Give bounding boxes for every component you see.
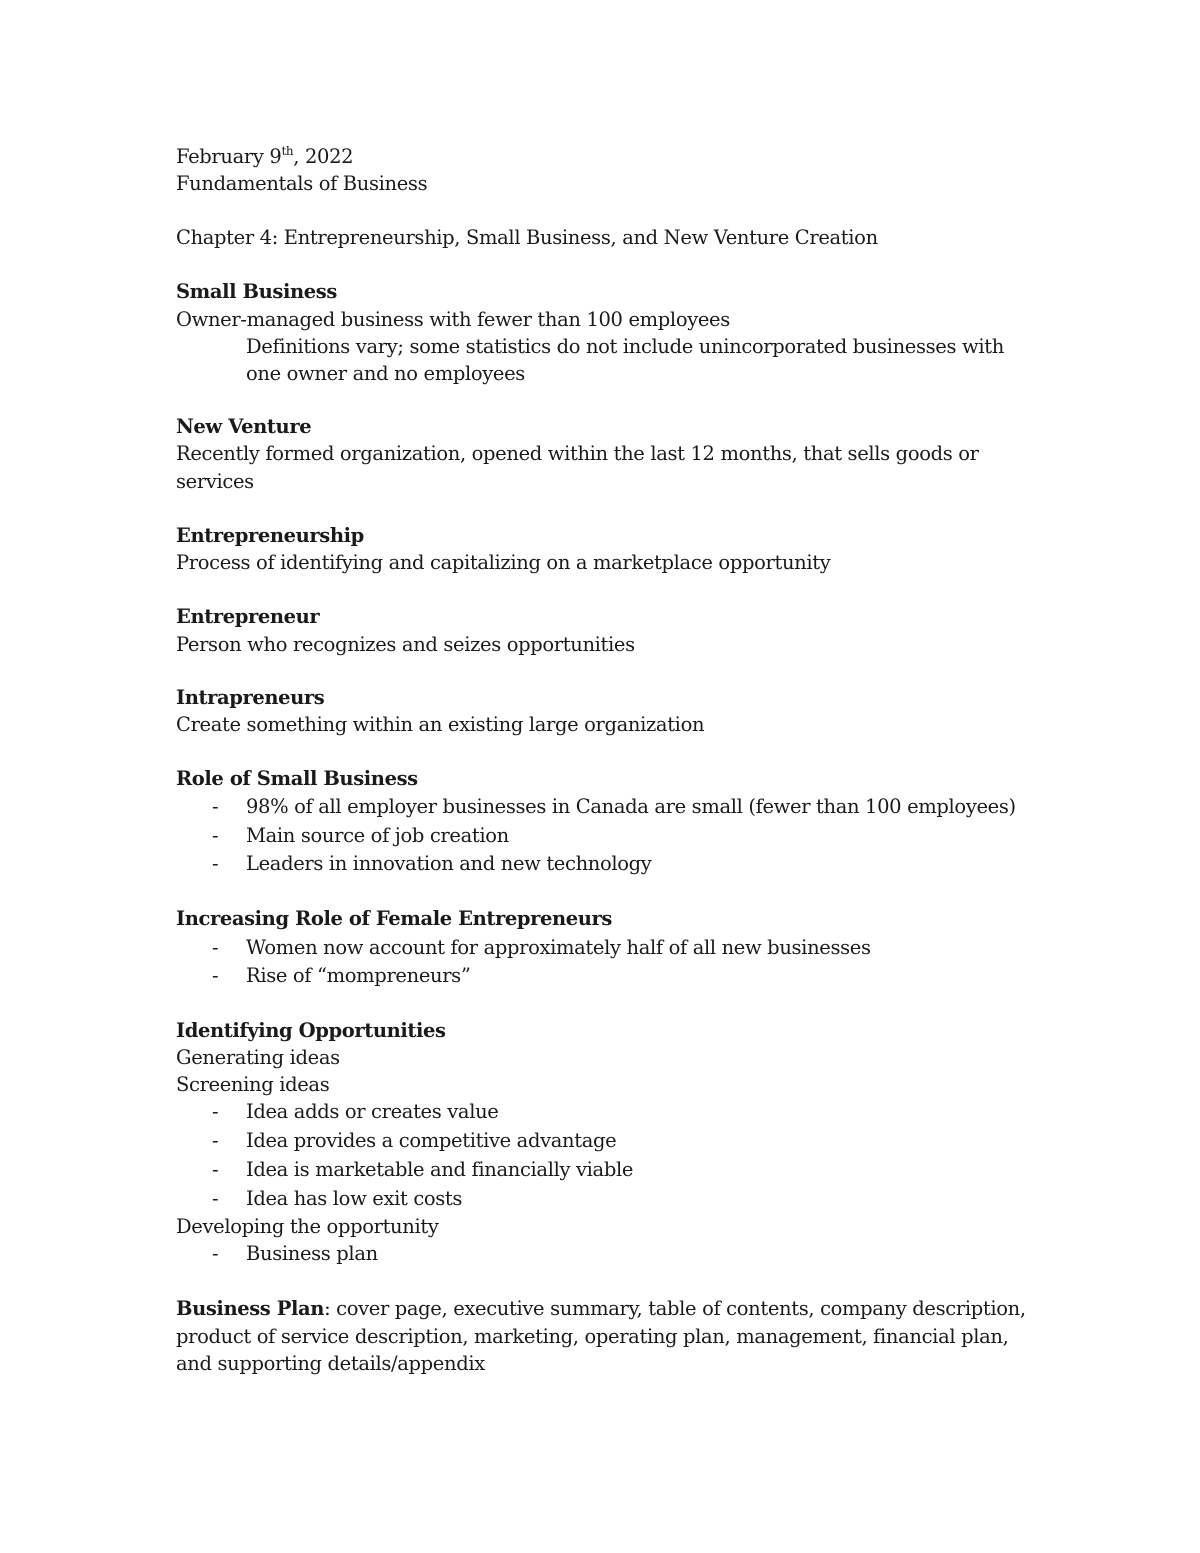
entrepreneur-heading: Entrepreneur [176,605,320,628]
list-item: 98% of all employer businesses in Canada are small (fewer than 100 employees) [246,795,1016,818]
generating-ideas: Generating ideas [176,1046,340,1069]
list-item: Idea is marketable and financially viable [246,1158,634,1181]
small-business-note-2: one owner and no employees [246,362,525,385]
small-business-heading: Small Business [176,280,337,303]
list-bullet: - [212,936,219,959]
date-line [176,143,353,170]
new-venture-definition-1: Recently formed organization, opened within the last 12 months, that sells goods or [176,442,979,465]
date-text: February 9 [176,145,282,168]
entrepreneur-definition: Person who recognizes and seizes opportunities [176,633,635,656]
list-bullet: - [212,1242,219,1265]
new-venture-heading: New Venture [176,415,312,438]
new-venture-definition-2: services [176,470,254,493]
intrapreneurs-heading: Intrapreneurs [176,686,325,709]
list-bullet: - [212,964,219,987]
list-item: Idea adds or creates value [246,1100,499,1123]
entrepreneurship-definition: Process of identifying and capitalizing on a marketplace opportunity [176,551,831,574]
list-item: Idea provides a competitive advantage [246,1129,617,1152]
list-item: Leaders in innovation and new technology [246,852,652,875]
intrapreneurs-definition: Create something within an existing large organization [176,713,705,736]
business-plan-line-3: and supporting details/appendix [176,1352,485,1375]
list-bullet: - [212,1100,219,1123]
date-superscript: th [281,144,294,158]
course-title: Fundamentals of Business [176,172,428,195]
business-plan-line-1 [176,1295,1026,1322]
list-bullet: - [212,824,219,847]
list-bullet: - [212,795,219,818]
date-year: , 2022 [293,145,354,168]
list-bullet: - [212,1187,219,1210]
developing-opportunity: Developing the opportunity [176,1215,439,1238]
entrepreneurship-heading: Entrepreneurship [176,524,364,547]
list-item: Business plan [246,1242,378,1265]
role-small-business-heading: Role of Small Business [176,767,418,790]
chapter-title: Chapter 4: Entrepreneurship, Small Business, and New Venture Creation [176,226,878,249]
list-item: Rise of “mompreneurs” [246,964,471,987]
screening-ideas: Screening ideas [176,1073,330,1096]
list-item: Idea has low exit costs [246,1187,463,1210]
business-plan-line-2: product of service description, marketing, operating plan, management, financial plan, [176,1325,1009,1348]
business-plan-label: Business Plan [176,1297,325,1320]
small-business-definition: Owner-managed business with fewer than 100 employees [176,308,730,331]
female-entrepreneurs-heading: Increasing Role of Female Entrepreneurs [176,907,612,930]
list-bullet: - [212,1158,219,1181]
small-business-note-1: Definitions vary; some statistics do not include unincorporated businesses with [246,335,1004,358]
list-bullet: - [212,1129,219,1152]
business-plan-text-1: : cover page, executive summary, table of contents, company description, [324,1297,1026,1320]
list-item: Women now account for approximately half of all new businesses [246,936,871,959]
list-item: Main source of job creation [246,824,509,847]
list-bullet: - [212,852,219,875]
identifying-opportunities-heading: Identifying Opportunities [176,1019,446,1042]
